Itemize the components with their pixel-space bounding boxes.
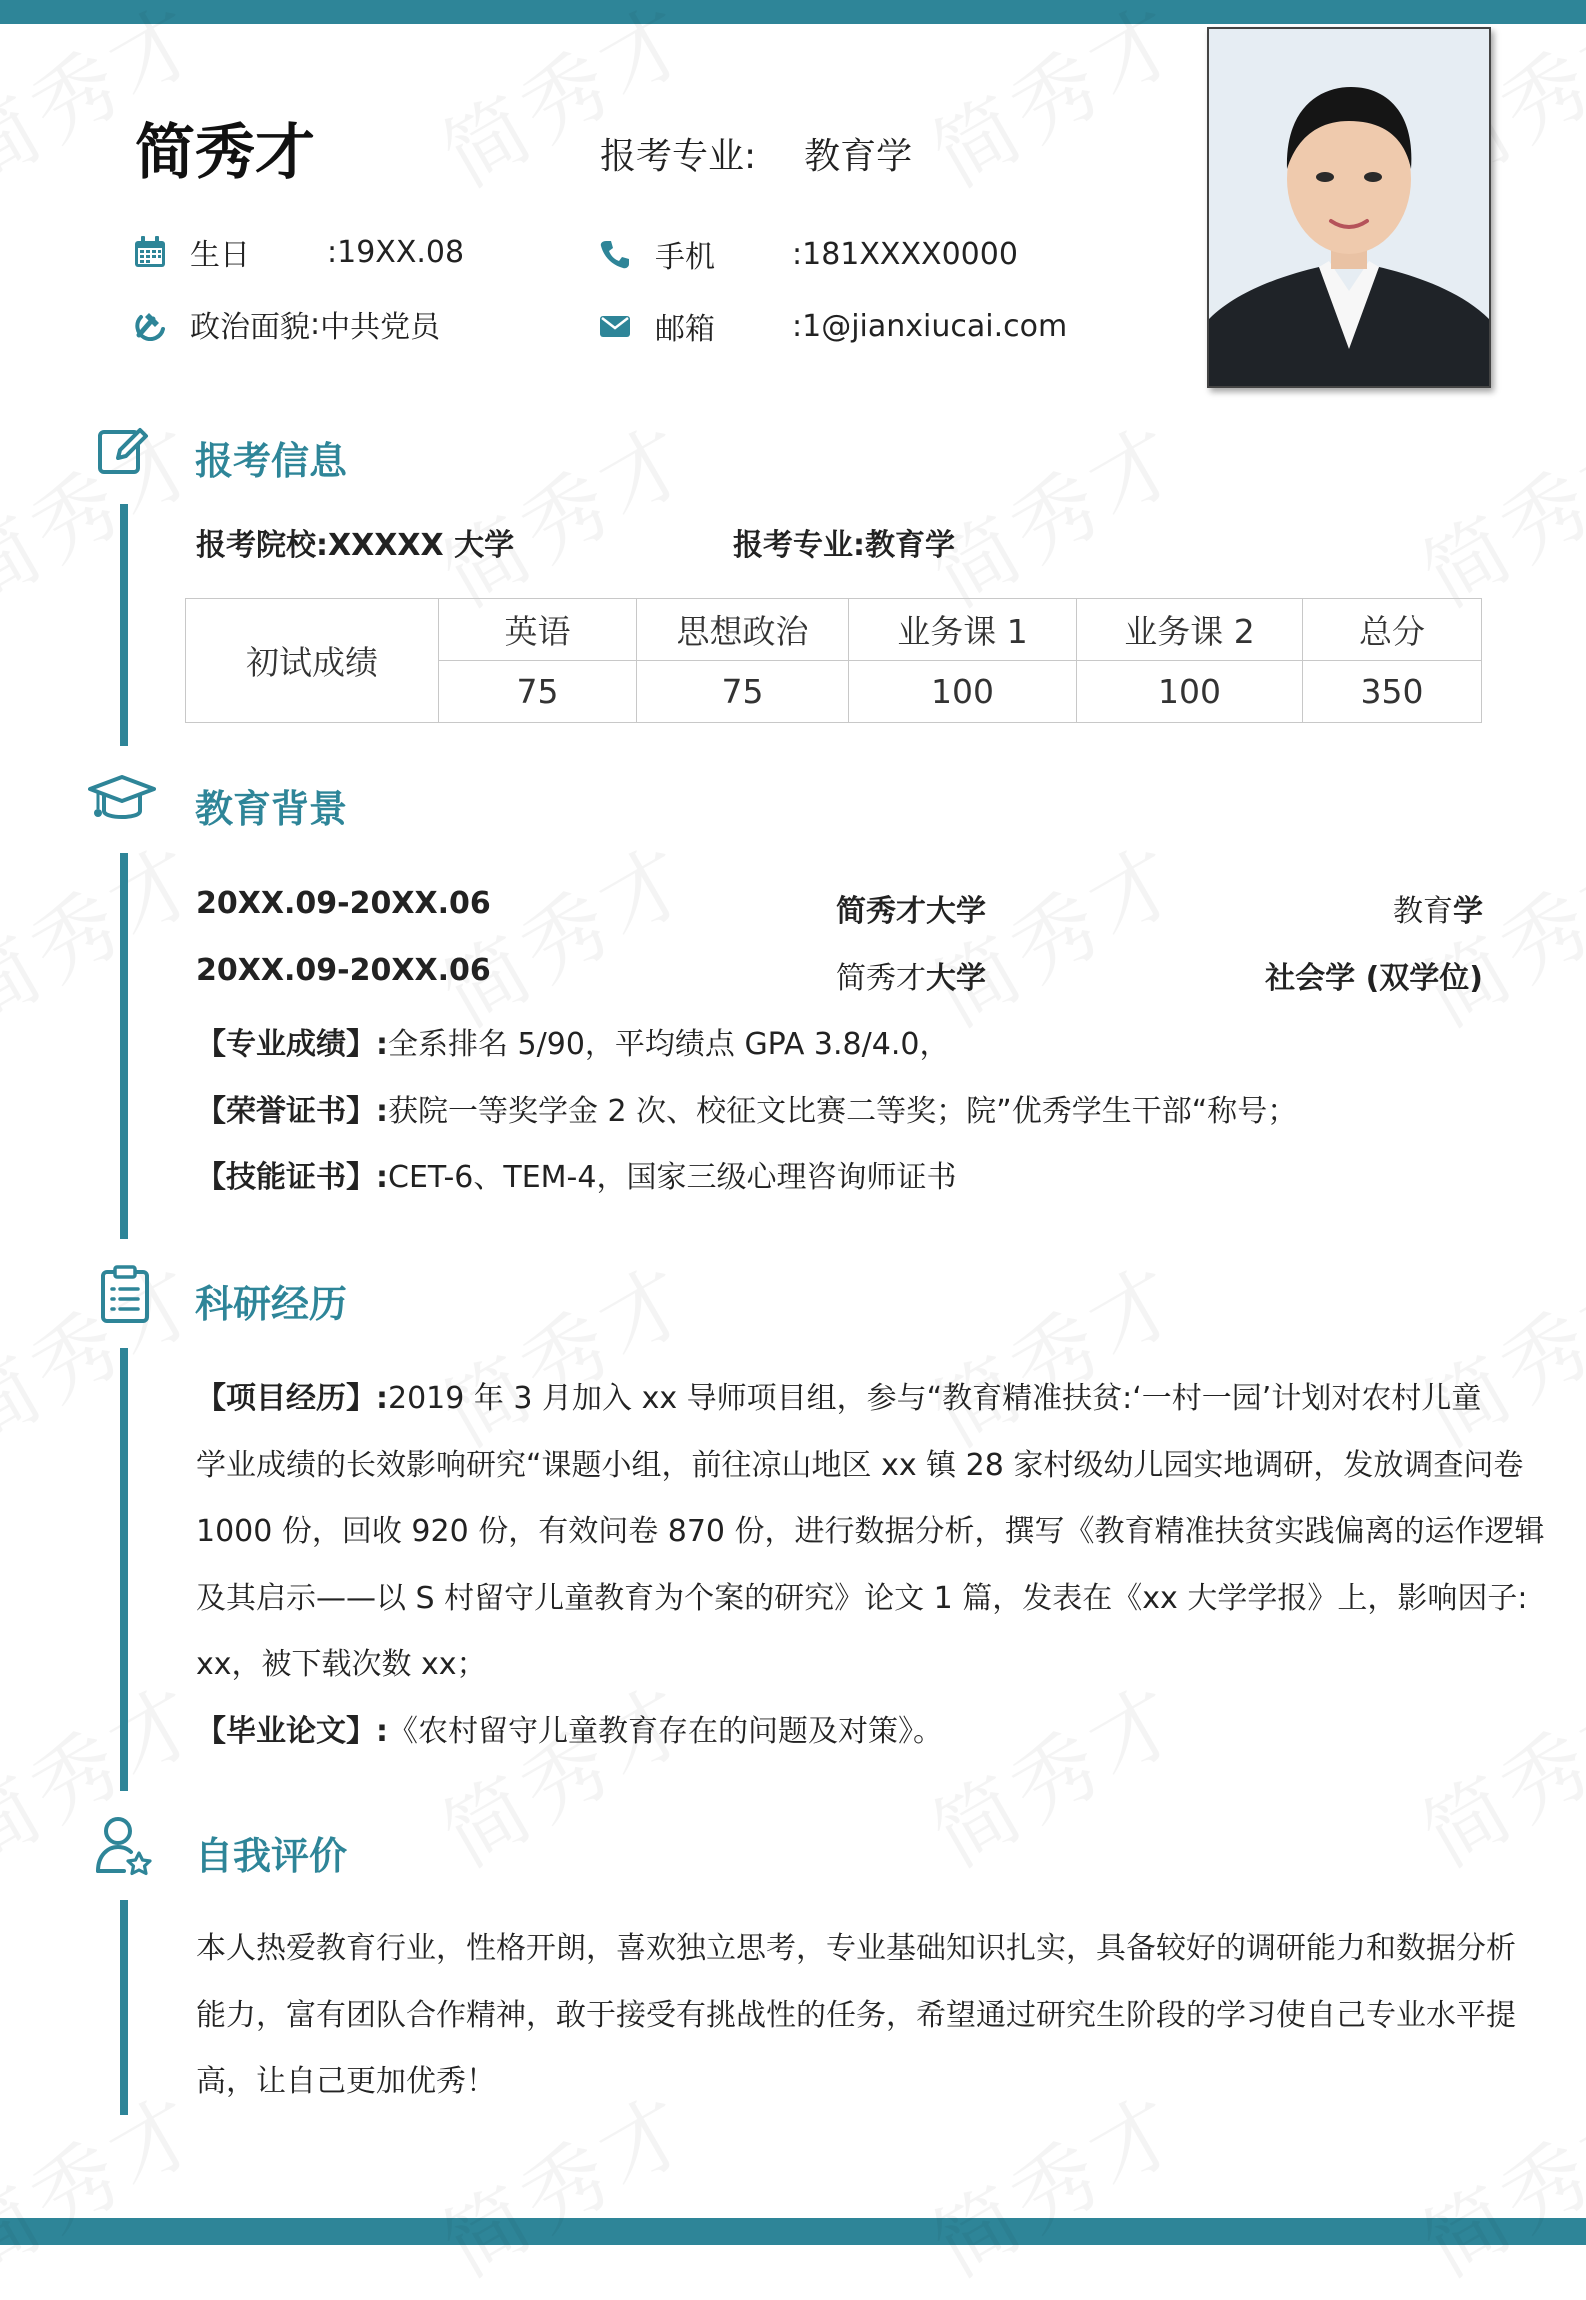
section-title-education: 教育背景 (195, 787, 348, 831)
graduation-cap-icon (88, 773, 156, 829)
section-title-self-evaluation: 自我评价 (195, 1834, 348, 1878)
info-email: 邮箱 : 1@jianxiucai.com (595, 304, 1067, 348)
score-column-header: 思想政治 (637, 599, 849, 661)
info-phone: 手机 : 181XXXX0000 (595, 232, 1018, 276)
apply-school: 报考院校:XXXXX 大学 (196, 528, 515, 563)
score-value: 100 (849, 661, 1077, 723)
education-dates: 20XX.09-20XX.06 (196, 953, 491, 988)
score-value: 350 (1303, 661, 1482, 723)
section-timeline-line (120, 1348, 128, 1791)
score-row-header: 初试成绩 (186, 599, 439, 723)
score-column-header: 业务课 2 (1077, 599, 1303, 661)
score-column-header: 总分 (1303, 599, 1482, 661)
politics-label: 政治面貌 (190, 310, 310, 345)
watermark (908, 0, 1202, 210)
research-thesis: 【毕业论文】:《农村留守儿童教育存在的问题及对策》。 (196, 1713, 943, 1749)
watermark (1398, 811, 1586, 1051)
user-star-icon (94, 1815, 154, 1881)
section-title-apply-info: 报考信息 (195, 439, 348, 483)
phone-value: 181XXXX0000 (802, 236, 1018, 272)
apply-major-label: 报考专业: (600, 136, 757, 177)
politics-value: 中共党员 (320, 310, 441, 345)
education-detail-skills: 【技能证书】:CET-6、TEM-4，国家三级心理咨询师证书 (196, 1160, 957, 1195)
education-detail-honors: 【荣誉证书】:获院一等奖学金 2 次、校征文比赛二等奖；院”优秀学生干部“称号； (196, 1094, 1298, 1129)
email-label: 邮箱 (655, 312, 715, 347)
score-value: 75 (439, 661, 637, 723)
watermark (0, 811, 222, 1051)
section-timeline-line (120, 853, 128, 1239)
email-value: 1@jianxiucai.com (802, 308, 1068, 344)
score-table (185, 598, 1482, 723)
profile-photo (1207, 27, 1491, 388)
score-column-header: 英语 (439, 599, 637, 661)
party-emblem-icon (130, 304, 170, 344)
apply-major-info-value: 教育学 (865, 528, 955, 563)
watermark (418, 391, 712, 631)
info-birthday: 生日 : 19XX.08 (130, 230, 464, 274)
bottom-accent-bar (0, 2218, 1586, 2245)
self-evaluation-text: 本人热爱教育行业，性格开朗，喜欢独立思考，专业基础知识扎实，具备较好的调研能力和数据分析 能力，富有团队合作精神，敢于接受有挑战性的任务，希望通过研究生阶段的学习使自己专业水平提 高，让自己更加优秀！ (196, 1931, 1516, 2099)
apply-major-value: 教育学 (804, 136, 913, 177)
calendar-icon (130, 232, 170, 272)
education-major: 社会学 (双学位) (1265, 961, 1483, 996)
education-school: 简秀才大学 (836, 894, 986, 929)
birthday-label: 生日 (190, 238, 250, 273)
score-table-header-row (186, 599, 1482, 661)
candidate-name: 简秀才 (135, 118, 315, 188)
watermark (418, 811, 712, 1051)
clipboard-icon (100, 1264, 150, 1328)
score-value: 100 (1077, 661, 1303, 723)
education-detail-grades: 【专业成绩】:全系排名 5/90，平均绩点 GPA 3.8/4.0， (196, 1027, 950, 1062)
phone-icon (595, 234, 635, 274)
edit-icon (96, 424, 150, 482)
section-timeline-line (120, 504, 128, 746)
watermark (0, 2061, 222, 2300)
watermark (908, 811, 1202, 1051)
top-accent-bar (0, 0, 1586, 24)
section-title-research: 科研经历 (195, 1282, 348, 1326)
phone-label: 手机 (655, 240, 715, 275)
birthday-value: 19XX.08 (337, 234, 465, 270)
section-timeline-line (120, 1900, 128, 2115)
research-project: 【项目经历】:2019 年 3 月加入 xx 导师项目组，参与“教育精准扶贫:‘一村一园’计划对农村儿童 学业成绩的长效影响研究“课题小组，前往凉山地区 xx 镇 28 家村级幼儿园实地调研，发放调查问卷 1000 份，回收 920 份，有效问卷 870 份，进行数据分析，撰写《教育精准扶贫实践偏离的运作逻辑 及其启示——以 S 村留守儿童教育为个案的研究》论文 1 篇，发表在《xx 大学学报》上，影响因子: xx，被下载次数 xx； 【毕业论文】:《农村留守儿童教育存在的问题及对策》。 (196, 1366, 1496, 1765)
education-school: 简秀才大学 (836, 961, 986, 996)
watermark (908, 391, 1202, 631)
watermark (1398, 391, 1586, 631)
education-major: 教育学 (1393, 894, 1483, 929)
header-apply-major (600, 128, 912, 179)
education-dates: 20XX.09-20XX.06 (196, 886, 491, 921)
apply-school-value: XXXXX 大学 (328, 528, 515, 563)
info-politics: 政治面貌 : 中共党员 (130, 302, 440, 346)
score-value: 75 (637, 661, 849, 723)
apply-major: 报考专业:教育学 (733, 528, 955, 563)
score-column-header: 业务课 1 (849, 599, 1077, 661)
mail-icon (595, 306, 635, 346)
